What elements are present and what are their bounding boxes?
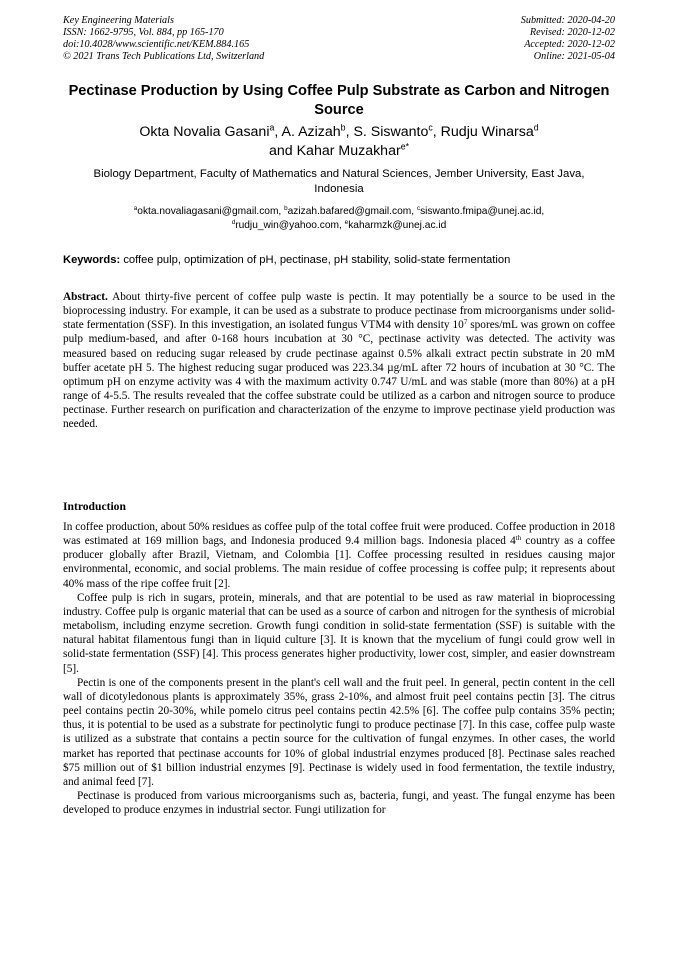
email-mark: a (133, 205, 138, 213)
date-accepted: Accepted: 2020-12-02 (524, 39, 615, 50)
email-mark: d (231, 219, 236, 227)
email-address: okta.novaliagasani@gmail.com, (137, 206, 282, 217)
author-affil-mark: a (269, 122, 275, 133)
paragraph: Pectinase is produced from various microorganisms such as, bacteria, fungi, and yeast. The fungal enzyme has been developed to produce enzymes in industrial sector. Fungi utilization for (63, 789, 615, 817)
keywords-text: coffee pulp, optimization of pH, pectinase, pH stability, solid-state fermentation (123, 254, 511, 266)
author-list: Okta Novalia Gasani$^a$, A. Azizah$^b$, S. Siswanto$^c$, Rudju Winarsa$^d$ and Kahar Muzakhar$^{e*}$ (139, 122, 539, 159)
paragraph: Pectin is one of the components present in the plant's cell wall and the fruit peel. In general, pectin content in the cell wall of dicotyledonous plants is approximately 35%, grass 2-10%, and almost fruit peel contains pectin [3]. The citrus peel contains pectin 20-30%, while pomelo citrus peel contains pectin 42.5% [6]. The coffee pulp contains 35% pectin; thus, it is potential to be used as a substrate for pectinolytic fungi to produce pectinase [7]. In this case, coffee pulp waste is utilized as a substrate that contains a pectin source for the cultivation of fungal enzymes. In other cases, the world market has reported that pectinase accounts for 10% of global industrial enzymes produced [8]. Pectinase sales reached $75 million out of $1 billion industrial enzymes [9]. Pectinase is widely used in food fermentation, the textile industry, and animal feed [7]. (63, 676, 615, 788)
journal-doi: doi:10.4028/www.scientific.net/KEM.884.165 (63, 39, 250, 50)
keywords (63, 253, 615, 267)
abstract-text: About thirty-five percent of coffee pulp waste is pectin. It may potentially be a source to be used in the bioprocessing industry. For example, it can be used as a substrate to produce pectinase from microorganisms under solid-state fermentation (SSF). In this investigation, an isolated fungus VTM4 with density 10 (63, 291, 616, 332)
abstract-exponent: 7 (463, 318, 468, 327)
author-name: Kahar Muzakhar (296, 142, 401, 159)
author-affil-mark: c (428, 122, 433, 133)
paper-title: Pectinase Production by Using Coffee Pulp Substrate as Carbon and Nitrogen Source (68, 83, 610, 118)
email-mark: c (416, 205, 421, 213)
email-address: azizah.bafared@gmail.com, (287, 206, 415, 217)
email-mark: b (284, 205, 288, 213)
email-address: siswanto.fmipa@unej.ac.id, (420, 206, 545, 217)
date-revised: Revised: 2020-12-02 (529, 27, 615, 38)
journal-copyright: © 2021 Trans Tech Publications Ltd, Switzerland (63, 51, 265, 62)
author-affil-mark: e* (400, 141, 410, 152)
author-conjunction: and (268, 142, 293, 159)
author-name: S. Siswanto (353, 124, 429, 140)
email-address: kaharmzk@unej.ac.id (348, 220, 447, 231)
paragraph (63, 520, 615, 591)
author-name: A. Azizah (281, 124, 341, 140)
journal-name: Key Engineering Materials (63, 15, 174, 26)
author-emails (70, 205, 608, 233)
date-submitted: Submitted: 2020-04-20 (520, 15, 615, 26)
journal-issn: ISSN: 1662-9795, Vol. 884, pp 165-170 (63, 27, 224, 38)
author-name: Rudju Winarsa (440, 124, 534, 140)
abstract-text: spores/mL was grown on coffee pulp medium-based, and after 0-168 hours incubation at 30 °C, pectinase activity was detected. The activity was measured based on reducing sugar released by crude pectinase against 0.5% alkali extract pectin substrate in 20 mM buffer acetate pH 5. The highest reducing sugar produced was 223.34 µg/mL after 72 hours of incubation at 30 °C. The optimum pH on enzyme activity was 4 with the maximum activity 0.747 U/mL and was stable (more than 80%) at a pH range of 4-5.5. The results revealed that the coffee substrate could be utilized as a carbon and nitrogen source to produce pectinase. Further research on purification and characterization of the enzyme to improve pectinase yield production was needed. (63, 319, 615, 431)
date-online: Online: 2021-05-04 (533, 51, 615, 62)
journal-header-right (521, 15, 615, 63)
email-mark: e (344, 219, 349, 227)
author-name: Okta Novalia Gasani (139, 124, 270, 140)
abstract-label: Abstract. (63, 291, 108, 303)
keywords-label: Keywords: (63, 254, 121, 266)
introduction-body (63, 520, 615, 817)
paragraph: Coffee pulp is rich in sugars, protein, minerals, and that are potential to be used as raw material in bioprocessing industry. Coffee pulp is organic material that can be used as a source of carbon and nitrogen for the synthesis of microbial metabolism, including enzyme secretion. Growth fungi condition in solid-state fermentation (SSF) is suitable with the natural habitat filamentous fungi than in liquid culture [3]. It is known that the mycelium of fungi could grow well in solid-state fermentation (SSF) [4]. This process generates higher productivity, lower cost, simpler, and easier downstream [5]. (63, 591, 615, 675)
section-heading-introduction: Introduction (63, 500, 126, 513)
paragraph-text: country as a coffee producer globally after Brazil, Vietnam, and Colombia [1]. Coffee processing resulted in residues causing major environmental, economic, and social problems. The main residue of coffee processing is coffee pulp; it represents about 40% mass of the ripe coffee fruit [2]. (63, 535, 615, 590)
journal-header-left (63, 15, 264, 63)
affiliation: Biology Department, Faculty of Mathematics and Natural Sciences, Jember University, East Java, Indonesia (93, 168, 585, 195)
author-affil-mark: b (340, 122, 346, 133)
ordinal-suffix: th (515, 533, 522, 542)
paragraph-text: In coffee production, about 50% residues as coffee pulp of the total coffee fruit were produced. Coffee production in 2018 was estimated at 169 million bags, and Indonesia produced 9.4 million bags. Indonesia placed 4 (63, 521, 615, 548)
author-affil-mark: d (533, 122, 539, 133)
abstract (63, 290, 615, 432)
email-address: rudju_win@yahoo.com, (235, 220, 342, 231)
